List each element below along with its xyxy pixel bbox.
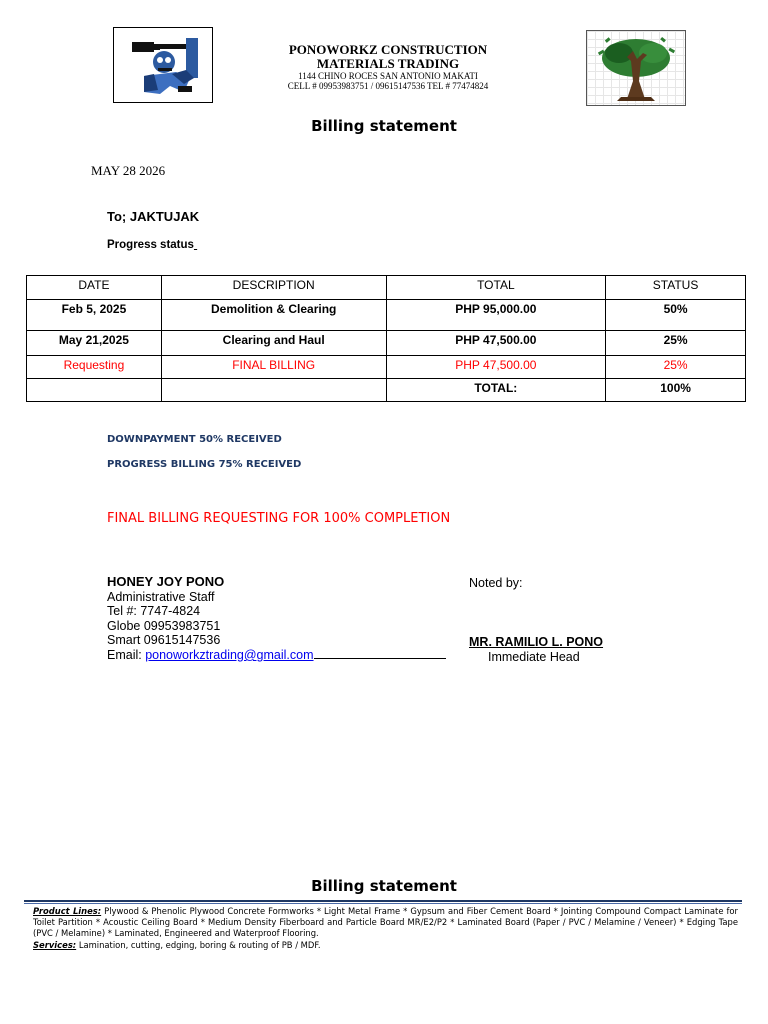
- email-label: Email:: [107, 647, 146, 662]
- progress-status-text: Progress status: [107, 239, 194, 251]
- final-billing-request: FINAL BILLING REQUESTING FOR 100% COMPLETION: [107, 511, 451, 526]
- company-name-line2: MATERIALS TRADING: [316, 56, 460, 71]
- product-lines-text: Plywood & Phenolic Plywood Concrete Formworks * Light Metal Frame * Gypsum and Fiber Cement Board * Jointing Compound Compact Laminate for Toilet Partition * Acoustic Ceiling Board * Medium Density Fiberboard and Particle Board MR/E2/P2 * Laminated Board (Paper / PVC / Melamine / Veneer) * Edging Tape (PVC / Melamine) * Laminated, Engineered and Waterproof Flooring.: [33, 906, 738, 939]
- footer-divider: [24, 900, 742, 902]
- cell-status: 25%: [606, 356, 746, 379]
- cell-total: PHP 47,500.00: [386, 331, 606, 356]
- company-header: [230, 43, 546, 91]
- cell-empty: [161, 379, 386, 402]
- table-row-final-billing: [27, 356, 746, 379]
- email-link[interactable]: ponoworkztrading@gmail.com: [145, 647, 314, 662]
- cell-date: Requesting: [27, 356, 162, 379]
- table-total-row: [27, 379, 746, 402]
- document-title: Billing statement: [311, 117, 457, 135]
- cell-description: Clearing and Haul: [161, 331, 386, 356]
- table-header-row: [27, 276, 746, 300]
- footer-title: Billing statement: [311, 877, 457, 895]
- cell-description: FINAL BILLING: [161, 356, 386, 379]
- cell-date: May 21,2025: [27, 331, 162, 356]
- signatory-tel: Tel #: 7747-4824: [107, 604, 201, 619]
- signature-line: [314, 648, 446, 659]
- progress-status-underline: [194, 239, 197, 251]
- table-row: [27, 300, 746, 331]
- footer-divider-thin: [24, 903, 742, 904]
- statement-date: MAY 28 2026: [91, 163, 166, 178]
- total-value: 100%: [606, 379, 746, 402]
- noted-by-name: MR. RAMILIO L. PONO: [469, 635, 604, 649]
- noted-by-role: Immediate Head: [488, 650, 580, 664]
- signatory-smart: Smart 09615147536: [107, 633, 221, 648]
- product-lines-label: Product Lines:: [33, 906, 102, 916]
- services-text: Lamination, cutting, edging, boring & routing of PB / MDF.: [76, 939, 321, 950]
- column-header-date: DATE: [27, 276, 162, 300]
- company-logo-right: [586, 30, 686, 106]
- cell-total: PHP 47,500.00: [386, 356, 606, 379]
- column-header-status: STATUS: [606, 276, 746, 300]
- company-contacts: CELL # 09953983751 / 09615147536 TEL # 77474824: [287, 81, 489, 91]
- cell-status: 50%: [606, 300, 746, 331]
- signatory-block: [107, 575, 446, 663]
- cell-date: Feb 5, 2025: [27, 300, 162, 331]
- cell-total: PHP 95,000.00: [386, 300, 606, 331]
- column-header-total: TOTAL: [386, 276, 606, 300]
- recipient: To; JAKTUJAK: [107, 209, 200, 224]
- noted-by-label: Noted by:: [469, 576, 523, 590]
- cell-empty: [27, 379, 162, 402]
- services-label: Services:: [33, 939, 77, 950]
- footer-product-lines: [33, 906, 738, 951]
- signatory-name: HONEY JOY PONO: [107, 574, 225, 589]
- cell-status: 25%: [606, 331, 746, 356]
- company-logo-left: [113, 27, 213, 103]
- signatory-role: Administrative Staff: [107, 589, 215, 604]
- company-address: 1144 CHINO ROCES SAN ANTONIO MAKATI: [298, 71, 478, 81]
- downpayment-note: DOWNPAYMENT 50% RECEIVED: [107, 434, 282, 445]
- cell-description: Demolition & Clearing: [161, 300, 386, 331]
- table-row: [27, 331, 746, 356]
- column-header-description: DESCRIPTION: [161, 276, 386, 300]
- construction-worker-hammer-icon: [114, 28, 212, 102]
- company-name-line1: PONOWORKZ CONSTRUCTION: [288, 42, 488, 57]
- signatory-globe: Globe 09953983751: [107, 618, 221, 633]
- total-label: TOTAL:: [386, 379, 606, 402]
- tree-icon: [587, 31, 685, 105]
- progress-status-label: [107, 239, 197, 251]
- signatory-email-row: [107, 648, 446, 663]
- billing-table: [26, 275, 746, 402]
- progress-billing-note: PROGRESS BILLING 75% RECEIVED: [107, 459, 302, 470]
